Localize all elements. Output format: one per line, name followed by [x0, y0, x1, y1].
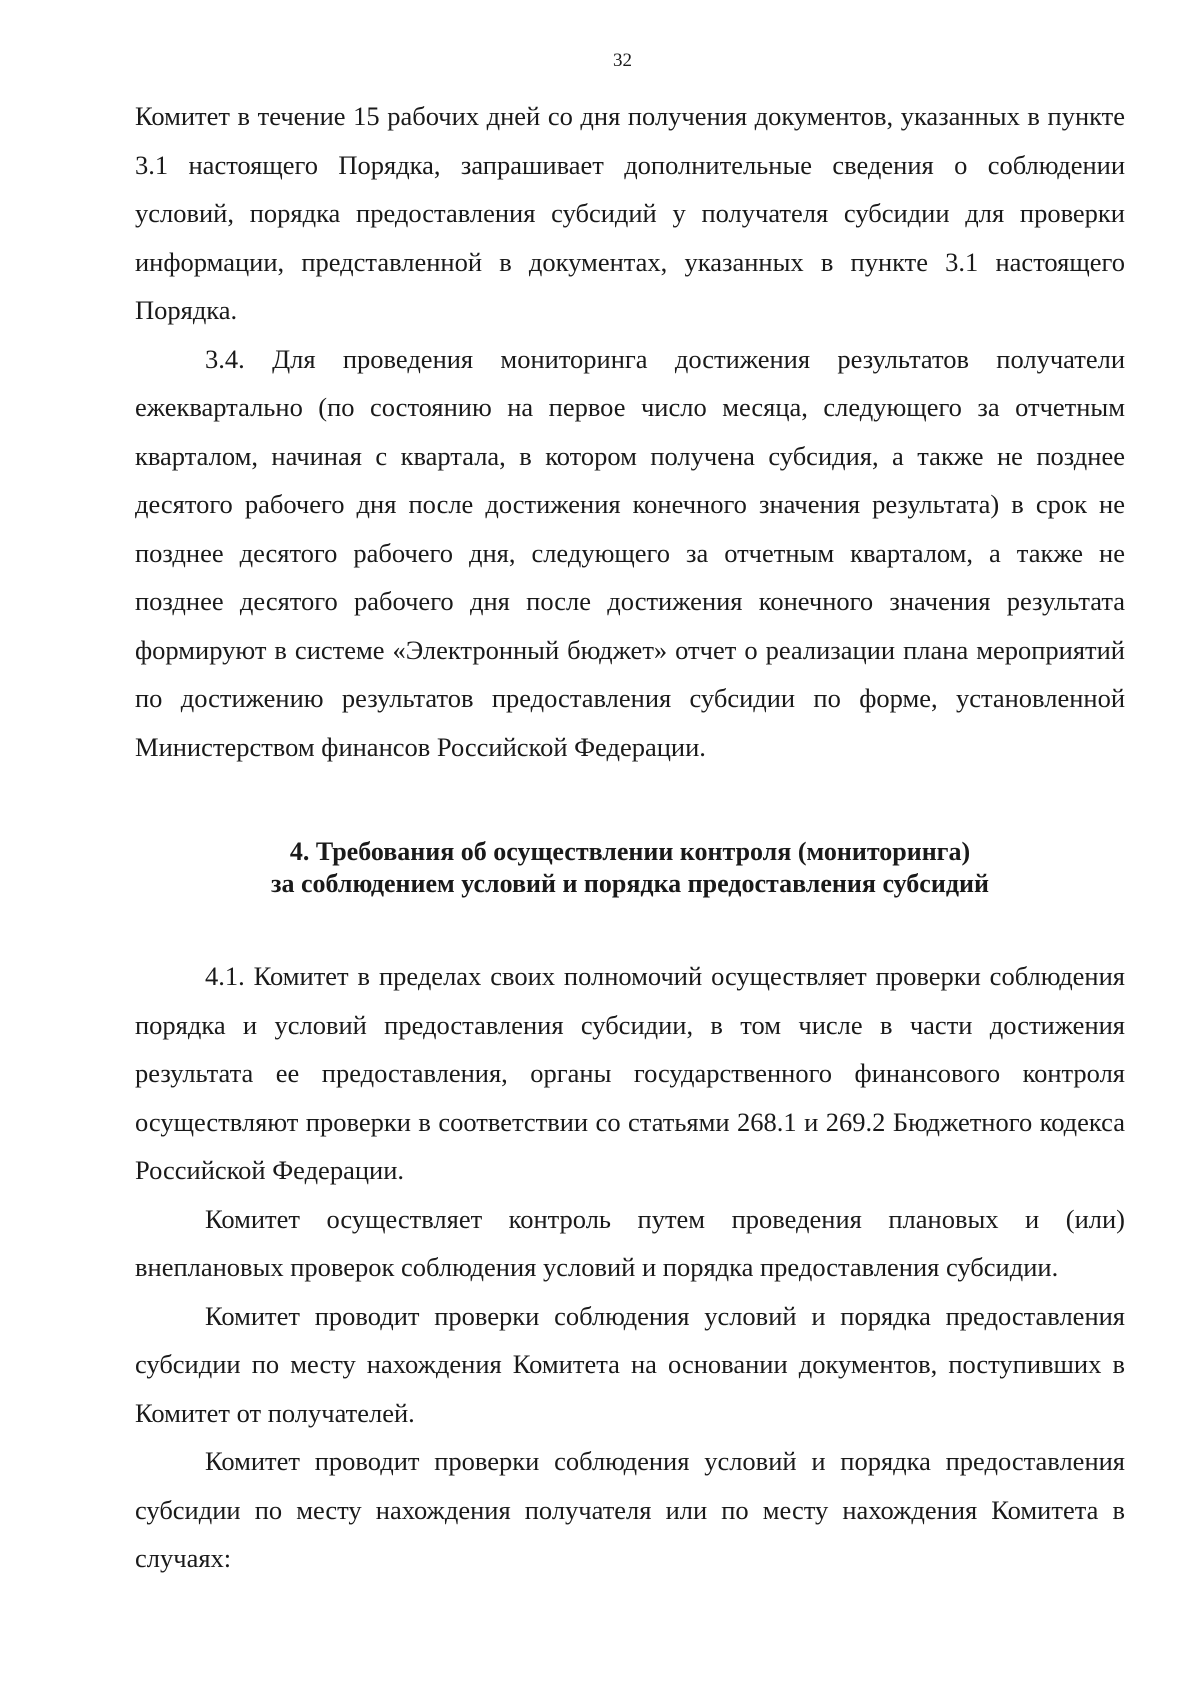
page-number: 32: [613, 50, 632, 71]
section-heading-line-1: 4. Требования об осуществлении контроля (мониторинга): [289, 837, 971, 866]
paragraph-checks-at-committee: Комитет проводит проверки соблюдения условий и порядка предоставления субсидии по месту нахождения Комитета на основании документов, поступивших в Комитет от получателей.: [135, 1300, 1125, 1428]
paragraph-committee-request: Комитет в течение 15 рабочих дней со дня получения документов, указанных в пункте 3.1 настоящего Порядка, запрашивает дополнительные сведения о соблюдении условий, порядка предоставления субсидий у получателя субсидии для проверки информации, представленной в документах, указанных в пункте 3.1 настоящего Порядка.: [135, 101, 1125, 325]
section-heading-line-2: за соблюдением условий и порядка предоставления субсидий: [271, 869, 989, 898]
paragraph-3-4: 3.4. Для проведения мониторинга достижения результатов получатели ежеквартально (по состоянию на первое число месяца, следующего за отчетным кварталом, начиная с квартала, в котором получена субсидия, а также не позднее десятого рабочего дня после достижения конечного значения результата) в срок не позднее десятого рабочего дня, следующего за отчетным кварталом, а также не позднее десятого рабочего дня после достижения конечного значения результата формируют в системе «Электронный бюджет» отчет о реализации плана мероприятий по достижению результатов предоставления субсидии по форме, установленной Министерством финансов Российской Федерации.: [135, 343, 1125, 762]
section-heading-4: [135, 836, 1125, 900]
paragraph-checks-at-recipient: Комитет проводит проверки соблюдения условий и порядка предоставления субсидии по месту нахождения получателя или по месту нахождения Комитета в случаях:: [135, 1446, 1125, 1573]
document-body: [135, 92, 1125, 1583]
paragraph-control-method: Комитет осуществляет контроль путем проведения плановых и (или) внеплановых проверок соблюдения условий и порядка предоставления субсидии.: [135, 1203, 1125, 1282]
paragraph-4-1: 4.1. Комитет в пределах своих полномочий осуществляет проверки соблюдения порядка и условий предоставления субсидии, в том числе в части достижения результата ее предоставления, органы государственного финансового контроля осуществляют проверки в соответствии со статьями 268.1 и 269.2 Бюджетного кодекса Российской Федерации.: [135, 961, 1125, 1185]
